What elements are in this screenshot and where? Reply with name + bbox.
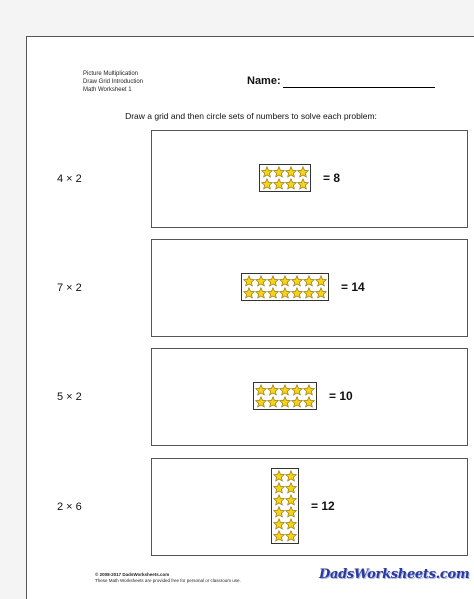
footer-copyright — [95, 572, 241, 584]
star-icon — [243, 287, 255, 299]
star-icon — [279, 396, 291, 408]
star-icon — [285, 166, 297, 178]
star-icon — [315, 287, 327, 299]
star-icon — [279, 384, 291, 396]
star-icon — [243, 275, 255, 287]
star-icon — [291, 384, 303, 396]
star-icon — [285, 482, 297, 494]
star-icon — [267, 275, 279, 287]
worksheet-page — [26, 36, 474, 599]
star-icon — [273, 470, 285, 482]
star-icon — [285, 506, 297, 518]
star-icon — [267, 396, 279, 408]
star-icon — [291, 287, 303, 299]
star-icon — [273, 530, 285, 542]
site-logo[interactable]: DadsWorksheets.com — [319, 567, 470, 582]
star-icon — [267, 384, 279, 396]
answer-3: = 10 — [329, 389, 353, 403]
star-grid-3 — [253, 382, 317, 410]
star-grid-4 — [271, 468, 299, 544]
problem-box-3[interactable] — [151, 348, 468, 446]
star-icon — [303, 287, 315, 299]
star-icon — [315, 275, 327, 287]
worksheet-number: Math Worksheet 1 — [83, 87, 132, 93]
star-icon — [267, 287, 279, 299]
star-icon — [273, 178, 285, 190]
star-icon — [255, 275, 267, 287]
star-icon — [285, 530, 297, 542]
star-icon — [255, 396, 267, 408]
problem-label-2: 7 × 2 — [57, 282, 82, 294]
star-icon — [261, 166, 273, 178]
worksheet-topic: Draw Grid Introduction — [83, 79, 144, 85]
name-label: Name: — [247, 75, 281, 87]
star-icon — [291, 396, 303, 408]
star-icon — [297, 166, 309, 178]
star-icon — [291, 275, 303, 287]
star-icon — [279, 287, 291, 299]
answer-2: = 14 — [341, 280, 365, 294]
problem-box-4[interactable] — [151, 458, 468, 556]
problem-label-1: 4 × 2 — [57, 173, 82, 185]
name-line[interactable] — [283, 87, 435, 88]
instructions: Draw a grid and then circle sets of numbers to solve each problem: — [125, 111, 377, 121]
worksheet-subject: Picture Multiplication — [83, 71, 139, 77]
star-icon — [273, 166, 285, 178]
star-icon — [273, 494, 285, 506]
problem-box-2[interactable] — [151, 239, 468, 337]
answer-4: = 12 — [311, 499, 335, 513]
star-icon — [285, 470, 297, 482]
star-icon — [273, 506, 285, 518]
star-icon — [273, 482, 285, 494]
star-grid-1 — [259, 164, 311, 192]
star-icon — [297, 178, 309, 190]
star-icon — [303, 384, 315, 396]
star-icon — [279, 275, 291, 287]
star-icon — [285, 178, 297, 190]
usage-note: These Math Worksheets are provided free for personal or classroom use. — [95, 578, 241, 583]
star-icon — [303, 396, 315, 408]
star-icon — [255, 384, 267, 396]
star-icon — [273, 518, 285, 530]
star-icon — [303, 275, 315, 287]
star-icon — [285, 494, 297, 506]
star-icon — [255, 287, 267, 299]
problem-box-1[interactable] — [151, 130, 468, 228]
answer-1: = 8 — [323, 171, 341, 185]
problem-label-3: 5 × 2 — [57, 391, 82, 403]
star-icon — [261, 178, 273, 190]
star-grid-2 — [241, 273, 329, 301]
copyright-text: © 2008-2017 DadsWorksheets.com — [95, 572, 170, 577]
star-icon — [285, 518, 297, 530]
problem-label-4: 2 × 6 — [57, 501, 82, 513]
